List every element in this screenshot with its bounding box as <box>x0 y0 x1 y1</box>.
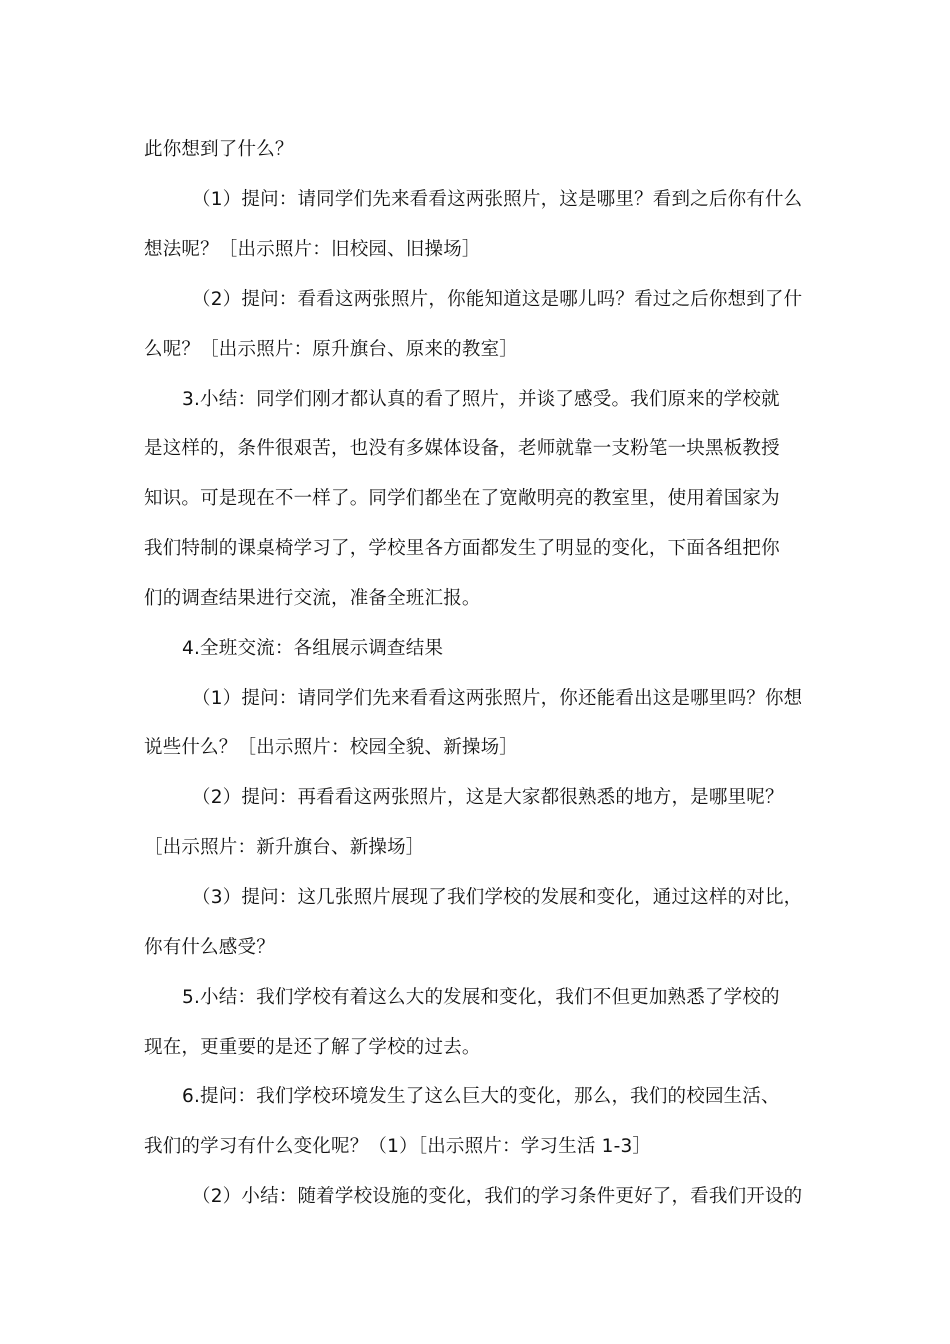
text-line: 我们特制的课桌椅学习了，学校里各方面都发生了明显的变化，下面各组把你 <box>144 538 780 559</box>
text-line: 们的调查结果进行交流，准备全班汇报。 <box>144 588 481 609</box>
text-line: 5.小结：我们学校有着这么大的发展和变化，我们不但更加熟悉了学校的 <box>182 987 780 1008</box>
text-line: 此你想到了什么？ <box>144 139 294 160</box>
text-line: （1）提问：请同学们先来看看这两张照片，你还能看出这是哪里吗？你想 <box>192 688 803 709</box>
text-line: 4.全班交流：各组展示调查结果 <box>182 638 444 659</box>
text-line: 想法呢？［出示照片：旧校园、旧操场］ <box>144 239 481 260</box>
text-line: 知识。可是现在不一样了。同学们都坐在了宽敞明亮的教室里，使用着国家为 <box>144 488 780 509</box>
text-line: （2）提问：再看看这两张照片，这是大家都很熟悉的地方，是哪里呢？ <box>192 787 784 808</box>
text-line: （3）提问：这几张照片展现了我们学校的发展和变化，通过这样的对比， <box>192 887 803 908</box>
text-line: 么呢？［出示照片：原升旗台、原来的教室］ <box>144 339 519 360</box>
text-line: （1）提问：请同学们先来看看这两张照片，这是哪里？看到之后你有什么 <box>192 189 803 210</box>
text-line: 是这样的，条件很艰苦，也没有多媒体设备，老师就靠一支粉笔一块黑板教授 <box>144 438 780 459</box>
text-line: 你有什么感受？ <box>144 937 275 958</box>
text-line: 我们的学习有什么变化呢？（1）［出示照片：学习生活 1-3］ <box>144 1136 652 1157</box>
text-line: 现在，更重要的是还了解了学校的过去。 <box>144 1037 481 1058</box>
text-line: （2）提问：看看这两张照片，你能知道这是哪儿吗？看过之后你想到了什 <box>192 289 803 310</box>
text-line: 6.提问：我们学校环境发生了这么巨大的变化，那么，我们的校园生活、 <box>182 1086 780 1107</box>
text-line: 说些什么？［出示照片：校园全貌、新操场］ <box>144 737 519 758</box>
text-line: ［出示照片：新升旗台、新操场］ <box>144 837 425 858</box>
text-line: 3.小结：同学们刚才都认真的看了照片，并谈了感受。我们原来的学校就 <box>182 389 780 410</box>
text-line: （2）小结：随着学校设施的变化，我们的学习条件更好了，看我们开设的 <box>192 1186 803 1207</box>
